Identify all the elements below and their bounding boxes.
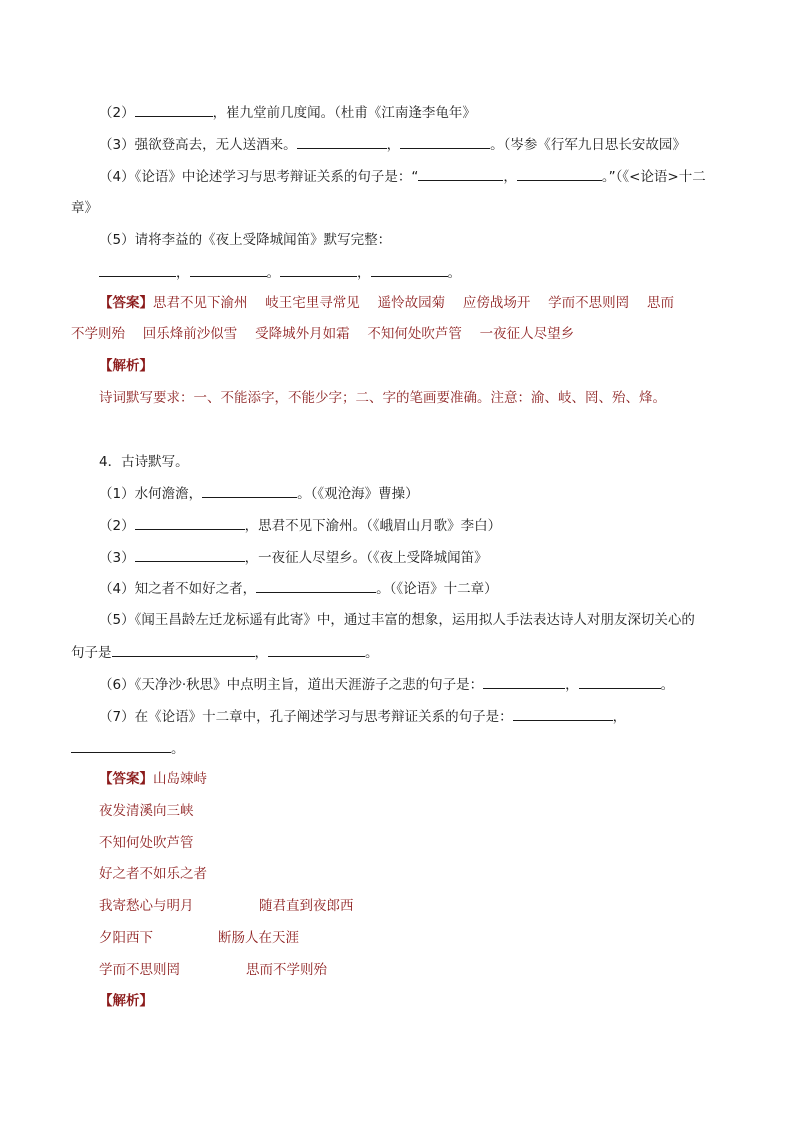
blank-field[interactable] (418, 166, 503, 181)
q4-line-5-cont (71, 642, 379, 663)
q4-answer (99, 769, 207, 789)
q4-line-4-source: 。（《论语》十二章） (376, 581, 498, 597)
sep: 。 (171, 741, 185, 757)
answer-item: 夕阳西下 (99, 930, 153, 946)
sep: ， (612, 709, 627, 725)
q4-line-4 (99, 578, 498, 599)
blank-field[interactable] (371, 262, 448, 277)
q4-line-2-text: ，思君不见下渝州。（《峨眉山月歌》李白） (244, 518, 502, 534)
q3-line-3-sep: ， (386, 137, 401, 153)
sep: ， (254, 645, 268, 661)
blank-field[interactable] (517, 166, 602, 181)
answer-item: 思而不学则殆 (246, 962, 327, 978)
sep: ， (176, 265, 190, 281)
answer-item: 夜发清溪向三峡 (99, 803, 194, 819)
q3-answer (99, 293, 674, 313)
q3-line-2-text: ，崔九堂前几度闻。（杜甫《江南逢李龟年》 (212, 105, 476, 121)
q4-line-6-text: （6）《天净沙·秋思》中点明主旨，道出天涯游子之悲的句子是： (99, 677, 484, 693)
q3-analysis-label: 【解析】 (99, 358, 153, 374)
sep: 。 (365, 645, 379, 661)
q4-line-3-text: ，一夜征人尽望乡。（《夜上受降城闻笛》 (244, 550, 488, 566)
blank-field[interactable] (190, 262, 267, 277)
answer-item: 我寄愁心与明月 (99, 898, 194, 914)
blank-field[interactable] (256, 578, 376, 593)
q4-line-4-text: （4）知之者不如好之者， (99, 581, 257, 597)
sep: 。 (266, 265, 280, 281)
q4-line-2-prefix: （2） (99, 518, 135, 534)
answer-item: 山岛竦峙 (153, 771, 207, 787)
q4-line-1 (99, 483, 419, 504)
answer-label: 【答案】 (99, 295, 153, 311)
q3-line-5-blanks (99, 262, 461, 283)
answer-pair (99, 896, 194, 916)
q4-line-1-text: （1）水何澹澹， (99, 486, 203, 502)
blank-field[interactable] (280, 262, 357, 277)
q4-line-5-cont-text: 句子是 (71, 645, 112, 661)
q4-line-1-source: 。（《观沧海》曹操） (297, 486, 419, 502)
q4-line-2 (99, 515, 501, 536)
sep: ， (565, 677, 579, 693)
answer-item: 随君直到夜郎西 (259, 898, 354, 914)
blank-field[interactable] (202, 483, 297, 498)
q4-line-5: （5）《闻王昌龄左迁龙标遥有此寄》中，通过丰富的想象，运用拟人手法表达诗人对朋友深切关心的 (99, 612, 695, 628)
q3-line-3-text: （3）强欲登高去，无人送酒来。 (99, 137, 297, 153)
blank-field[interactable] (513, 706, 613, 721)
q3-line-3-source: 。（岑参《行军九日思长安故园》 (490, 137, 686, 153)
q4-line-3 (99, 547, 488, 568)
q3-answer-cont: 不学则殆 回乐烽前沙似雪 受降城外月如霜 不知何处吹芦管 一夜征人尽望乡 (71, 326, 575, 342)
q4-line-3-prefix: （3） (99, 550, 135, 566)
q3-line-4-text: （4）《论语》中论述学习与思考辩证关系的句子是：“ (99, 169, 419, 185)
answer-item: 好之者不如乐之者 (99, 866, 207, 882)
blank-field[interactable] (268, 642, 365, 657)
q4-line-6 (99, 674, 674, 695)
q3-line-4-source: 。”（《<论语>十二 (601, 169, 706, 185)
blank-field[interactable] (99, 262, 176, 277)
q4-line-7 (99, 706, 626, 727)
blank-field[interactable] (135, 547, 245, 562)
q3-line-5: （5）请将李益的《夜上受降城闻笛》默写完整： (99, 232, 392, 248)
blank-field[interactable] (71, 738, 171, 753)
answer-text: 思君不见下渝州 岐王宅里寻常见 遥怜故园菊 应傍战场开 学而不思则罔 思而 (153, 295, 674, 311)
q4-analysis-label: 【解析】 (99, 993, 153, 1009)
blank-field[interactable] (579, 674, 661, 689)
sep: 。 (447, 265, 461, 281)
blank-field[interactable] (400, 134, 490, 149)
q4-title: 4．古诗默写。 (99, 454, 189, 470)
blank-field[interactable] (135, 102, 213, 117)
q4-line-7-text: （7）在《论语》十二章中，孔子阐述学习与思考辩证关系的句子是： (99, 709, 513, 725)
q3-line-3 (99, 134, 686, 155)
q3-line-4-cont: 章》 (71, 200, 98, 216)
q4-line-7-cont (71, 738, 185, 759)
sep: 。 (660, 677, 675, 693)
q3-line-2 (99, 102, 476, 123)
answer-item: 断肠人在天涯 (218, 930, 299, 946)
blank-field[interactable] (112, 642, 255, 657)
answer-label: 【答案】 (99, 771, 153, 787)
blank-field[interactable] (297, 134, 387, 149)
q3-analysis-text: 诗词默写要求：一、不能添字，不能少字；二、字的笔画要准确。注意：渝、岐、罔、殆、烽。 (99, 390, 666, 406)
answer-item: 学而不思则罔 (99, 962, 180, 978)
q3-line-4 (99, 166, 706, 187)
sep: ， (357, 265, 371, 281)
q3-line-2-prefix: （2） (99, 105, 135, 121)
answer-item: 不知何处吹芦管 (99, 835, 194, 851)
blank-field[interactable] (135, 515, 245, 530)
blank-field[interactable] (483, 674, 565, 689)
q3-line-4-sep: ， (503, 169, 517, 185)
